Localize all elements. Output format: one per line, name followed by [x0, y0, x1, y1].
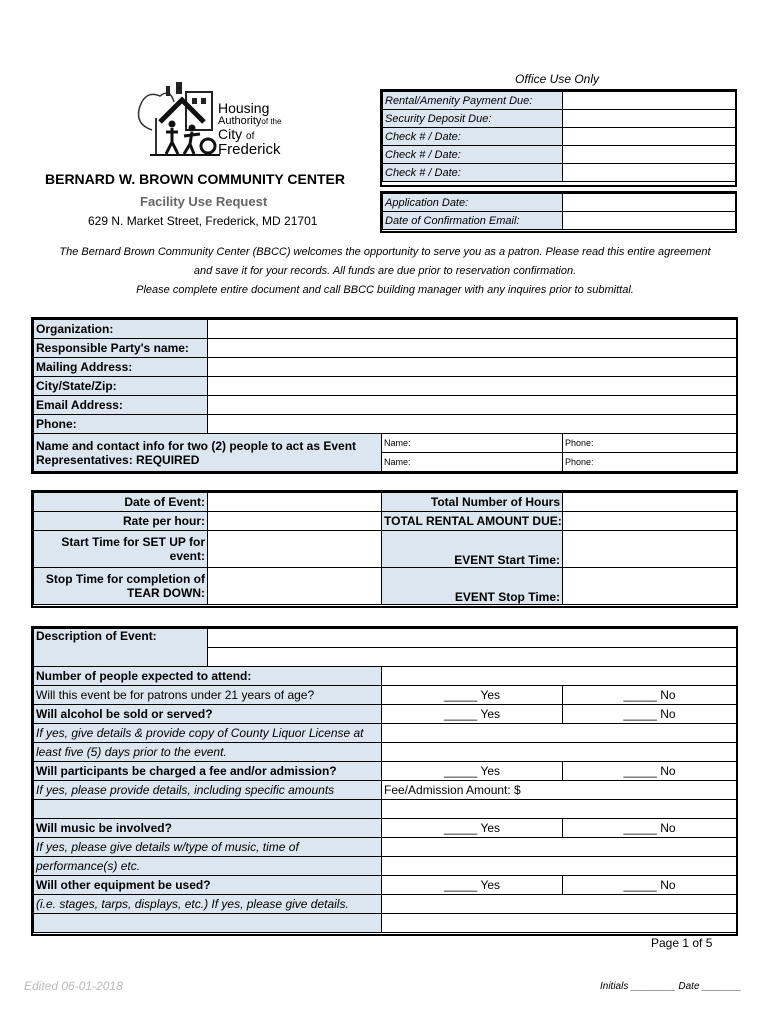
equipment-spacer	[34, 914, 382, 933]
fee-details-input[interactable]	[382, 800, 737, 819]
setup-start-label	[34, 531, 208, 568]
people-label: Number of people expected to attend:	[34, 667, 382, 686]
office-input-2[interactable]	[563, 110, 736, 128]
logo-line-2: Authority	[218, 115, 262, 127]
rep2-phone-field[interactable]: Phone:	[563, 453, 737, 472]
alcohol-note-2: least five (5) days prior to the event.	[34, 743, 382, 762]
event-start-label: EVENT Start Time:	[382, 531, 563, 568]
teardown-stop-line-2: TEAR DOWN:	[127, 586, 205, 600]
office-row-4: Check # / Date:	[383, 146, 563, 164]
edited-date: Edited 06-01-2018	[24, 979, 123, 993]
alcohol-details-input-2[interactable]	[382, 743, 737, 762]
intro-line-1: The Bernard Brown Community Center (BBCC) welcomes the opportunity to serve you as a patron. Please read this entire agreement	[59, 246, 711, 258]
rep2-name-field[interactable]: Name:	[382, 453, 563, 472]
email-input[interactable]	[208, 396, 737, 415]
teardown-stop-label	[34, 568, 208, 605]
contact-table	[33, 319, 737, 472]
date-of-event-input[interactable]	[208, 493, 382, 512]
event-table	[33, 492, 737, 605]
music-details-input-1[interactable]	[382, 838, 737, 857]
setup-start-line-2: event:	[169, 549, 205, 563]
office-row-3: Check # / Date:	[383, 128, 563, 146]
rep1-phone-field[interactable]: Phone:	[563, 434, 737, 453]
office-row-1: Rental/Amenity Payment Due:	[383, 92, 563, 110]
office-row-5: Check # / Date:	[383, 164, 563, 182]
equipment-yes[interactable]: _____ Yes	[382, 876, 563, 895]
city-state-zip-label: City/State/Zip:	[34, 377, 208, 396]
intro-line-3: Please complete entire document and call BBCC building manager with any inquires prior to submittal.	[136, 284, 634, 296]
center-address: 629 N. Market Street, Frederick, MD 21701	[88, 214, 318, 228]
description-input-2[interactable]	[208, 648, 737, 667]
event-representatives-line-1: Name and contact info for two (2) people to act as Event	[36, 438, 357, 453]
phone-label: Phone:	[34, 415, 208, 434]
alcohol-note-1: If yes, give details & provide copy of County Liquor License at	[34, 724, 382, 743]
housing-authority-logo	[130, 80, 295, 160]
office-input-5[interactable]	[563, 164, 736, 182]
logo-line-3b: of	[246, 131, 255, 142]
intro-line-2: and save it for your records. All funds are due prior to reservation confirmation.	[193, 265, 577, 277]
music-note-1: If yes, please give details w/type of music, time of	[34, 838, 382, 857]
application-date-label: Application Date:	[383, 194, 563, 212]
music-label: Will music be involved?	[34, 819, 382, 838]
office-use-title: Office Use Only	[515, 72, 600, 86]
initials-date-line[interactable]: Initials ________ Date _______	[600, 981, 742, 992]
music-no[interactable]: _____ No	[563, 819, 737, 838]
description-input-1[interactable]	[208, 629, 737, 648]
fee-label: Will participants be charged a fee and/or admission?	[34, 762, 382, 781]
responsible-party-label: Responsible Party's name:	[34, 339, 208, 358]
equipment-label: Will other equipment be used?	[34, 876, 382, 895]
form-title: Facility Use Request	[140, 194, 268, 209]
confirmation-email-input[interactable]	[563, 212, 736, 230]
responsible-party-input[interactable]	[208, 339, 737, 358]
center-name: BERNARD W. BROWN COMMUNITY CENTER	[45, 171, 345, 187]
equipment-no[interactable]: _____ No	[563, 876, 737, 895]
fee-yes[interactable]: _____ Yes	[382, 762, 563, 781]
logo-line-2b: of the	[261, 117, 282, 126]
under21-label: Will this event be for patrons under 21 years of age?	[34, 686, 382, 705]
house-family-icon	[130, 80, 220, 160]
alcohol-no[interactable]: _____ No	[563, 705, 737, 724]
description-label: Description of Event:	[34, 629, 208, 667]
setup-start-input[interactable]	[208, 531, 382, 568]
fee-spacer	[34, 800, 382, 819]
music-details-input-2[interactable]	[382, 857, 737, 876]
total-rental-due-input[interactable]	[563, 512, 737, 531]
city-state-zip-input[interactable]	[208, 377, 737, 396]
under21-no[interactable]: _____ No	[563, 686, 737, 705]
office-row-2: Security Deposit Due:	[383, 110, 563, 128]
alcohol-details-input-1[interactable]	[382, 724, 737, 743]
alcohol-yes[interactable]: _____ Yes	[382, 705, 563, 724]
setup-start-line-1: Start Time for SET UP for	[61, 535, 205, 549]
equipment-details-input-1[interactable]	[382, 895, 737, 914]
event-representatives-line-2: Representatives: REQUIRED	[36, 452, 200, 467]
date-of-event-label: Date of Event:	[34, 493, 208, 512]
event-stop-input[interactable]	[563, 568, 737, 605]
equipment-note: (i.e. stages, tarps, displays, etc.) If yes, please give details.	[34, 895, 382, 914]
office-use-table	[382, 91, 736, 182]
organization-input[interactable]	[208, 320, 737, 339]
event-start-input[interactable]	[563, 531, 737, 568]
total-hours-label: Total Number of Hours	[382, 493, 563, 512]
fee-no[interactable]: _____ No	[563, 762, 737, 781]
application-date-input[interactable]	[563, 194, 736, 212]
event-representatives-label	[34, 434, 382, 472]
details-table	[33, 628, 737, 933]
office-dates-table	[382, 193, 736, 230]
teardown-stop-line-1: Stop Time for completion of	[45, 572, 205, 586]
teardown-stop-input[interactable]	[208, 568, 382, 605]
phone-input[interactable]	[208, 415, 737, 434]
confirmation-email-label: Date of Confirmation Email:	[383, 212, 563, 230]
rate-per-hour-input[interactable]	[208, 512, 382, 531]
total-rental-due-label: TOTAL RENTAL AMOUNT DUE:	[382, 512, 563, 531]
music-yes[interactable]: _____ Yes	[382, 819, 563, 838]
rate-per-hour-label: Rate per hour:	[34, 512, 208, 531]
event-stop-label: EVENT Stop Time:	[382, 568, 563, 605]
rep1-name-field[interactable]: Name:	[382, 434, 563, 453]
office-input-1[interactable]	[563, 92, 736, 110]
fee-amount-field[interactable]: Fee/Admission Amount: $	[382, 781, 737, 800]
page-number: Page 1 of 5	[651, 936, 713, 950]
equipment-details-input-2[interactable]	[382, 914, 737, 933]
logo-line-1: Housing	[218, 100, 270, 116]
fee-note: If yes, please provide details, including specific amounts	[34, 781, 382, 800]
office-input-3[interactable]	[563, 128, 736, 146]
mailing-address-input[interactable]	[208, 358, 737, 377]
music-note-2: performance(s) etc.	[34, 857, 382, 876]
under21-yes[interactable]: _____ Yes	[382, 686, 563, 705]
people-input[interactable]	[382, 667, 737, 686]
mailing-address-label: Mailing Address:	[34, 358, 208, 377]
total-hours-input[interactable]	[563, 493, 737, 512]
logo-line-3: City	[218, 126, 243, 142]
office-input-4[interactable]	[563, 146, 736, 164]
organization-label: Organization:	[34, 320, 208, 339]
alcohol-label: Will alcohol be sold or served?	[34, 705, 382, 724]
email-label: Email Address:	[34, 396, 208, 415]
logo-line-4: Frederick	[218, 141, 281, 158]
